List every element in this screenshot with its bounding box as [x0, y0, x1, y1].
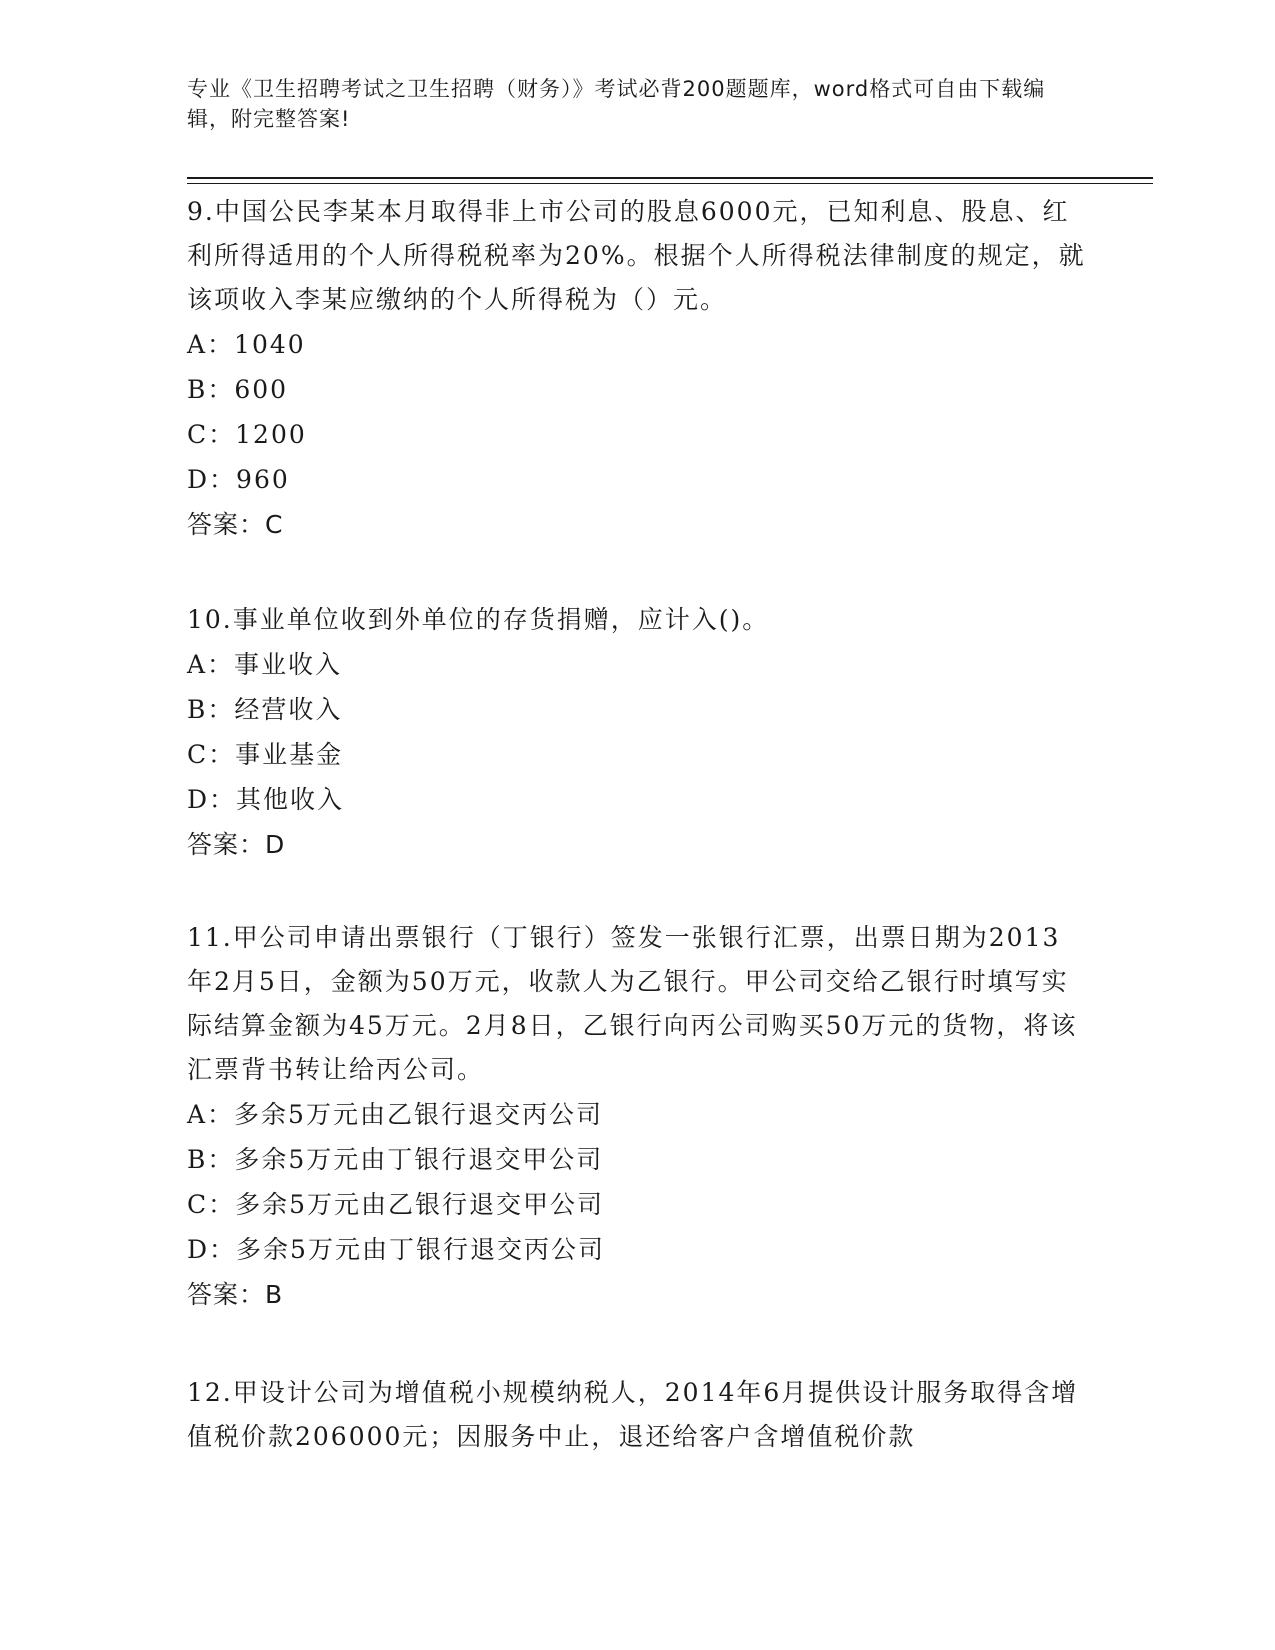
- option-c: C：事业基金: [187, 740, 344, 769]
- option-a: A：1040: [187, 330, 306, 359]
- question-stem: 11.甲公司申请出票银行（丁银行）签发一张银行汇票，出票日期为2013年2月5日，金额为50万元，收款人为乙银行。甲公司交给乙银行时填写实际结算金额为45万元。2月8日，乙银行向丙公司购买50万元的货物，将该汇票背书转让给丙公司。: [187, 923, 1078, 1084]
- answer: 答案：D: [187, 830, 286, 859]
- question-11: [187, 916, 1087, 1317]
- option-b: B：600: [187, 375, 289, 404]
- question-stem: 9.中国公民李某本月取得非上市公司的股息6000元，已知利息、股息、红利所得适用的个人所得税税率为20%。根据个人所得税法律制度的规定，就该项收入李某应缴纳的个人所得税为（）元。: [187, 197, 1086, 314]
- option-b: B：多余5万元由丁银行退交甲公司: [187, 1145, 604, 1174]
- answer: 答案：B: [187, 1280, 284, 1309]
- option-c: C：1200: [187, 420, 307, 449]
- option-d: D：其他收入: [187, 785, 345, 814]
- option-a: A：多余5万元由乙银行退交丙公司: [187, 1100, 603, 1129]
- option-a: A：事业收入: [187, 650, 343, 679]
- option-d: D：960: [187, 465, 290, 494]
- question-stem: 10.事业单位收到外单位的存货捐赠，应计入()。: [187, 605, 770, 634]
- answer: 答案：C: [187, 510, 284, 539]
- option-d: D：多余5万元由丁银行退交丙公司: [187, 1235, 605, 1264]
- question-9: [187, 190, 1087, 547]
- option-c: C：多余5万元由乙银行退交甲公司: [187, 1190, 605, 1219]
- header-divider-thick: [187, 177, 1153, 179]
- option-b: B：经营收入: [187, 695, 343, 724]
- question-12: [187, 1371, 1087, 1459]
- question-10: [187, 598, 1087, 867]
- question-stem: 12.甲设计公司为增值税小规模纳税人，2014年6月提供设计服务取得含增值税价款206000元；因服务中止，退还给客户含增值税价款: [187, 1378, 1079, 1451]
- header-divider-thin: [187, 183, 1153, 184]
- document-header: 专业《卫生招聘考试之卫生招聘（财务）》考试必背200题题库，word格式可自由下载编辑，附完整答案!: [187, 77, 1046, 131]
